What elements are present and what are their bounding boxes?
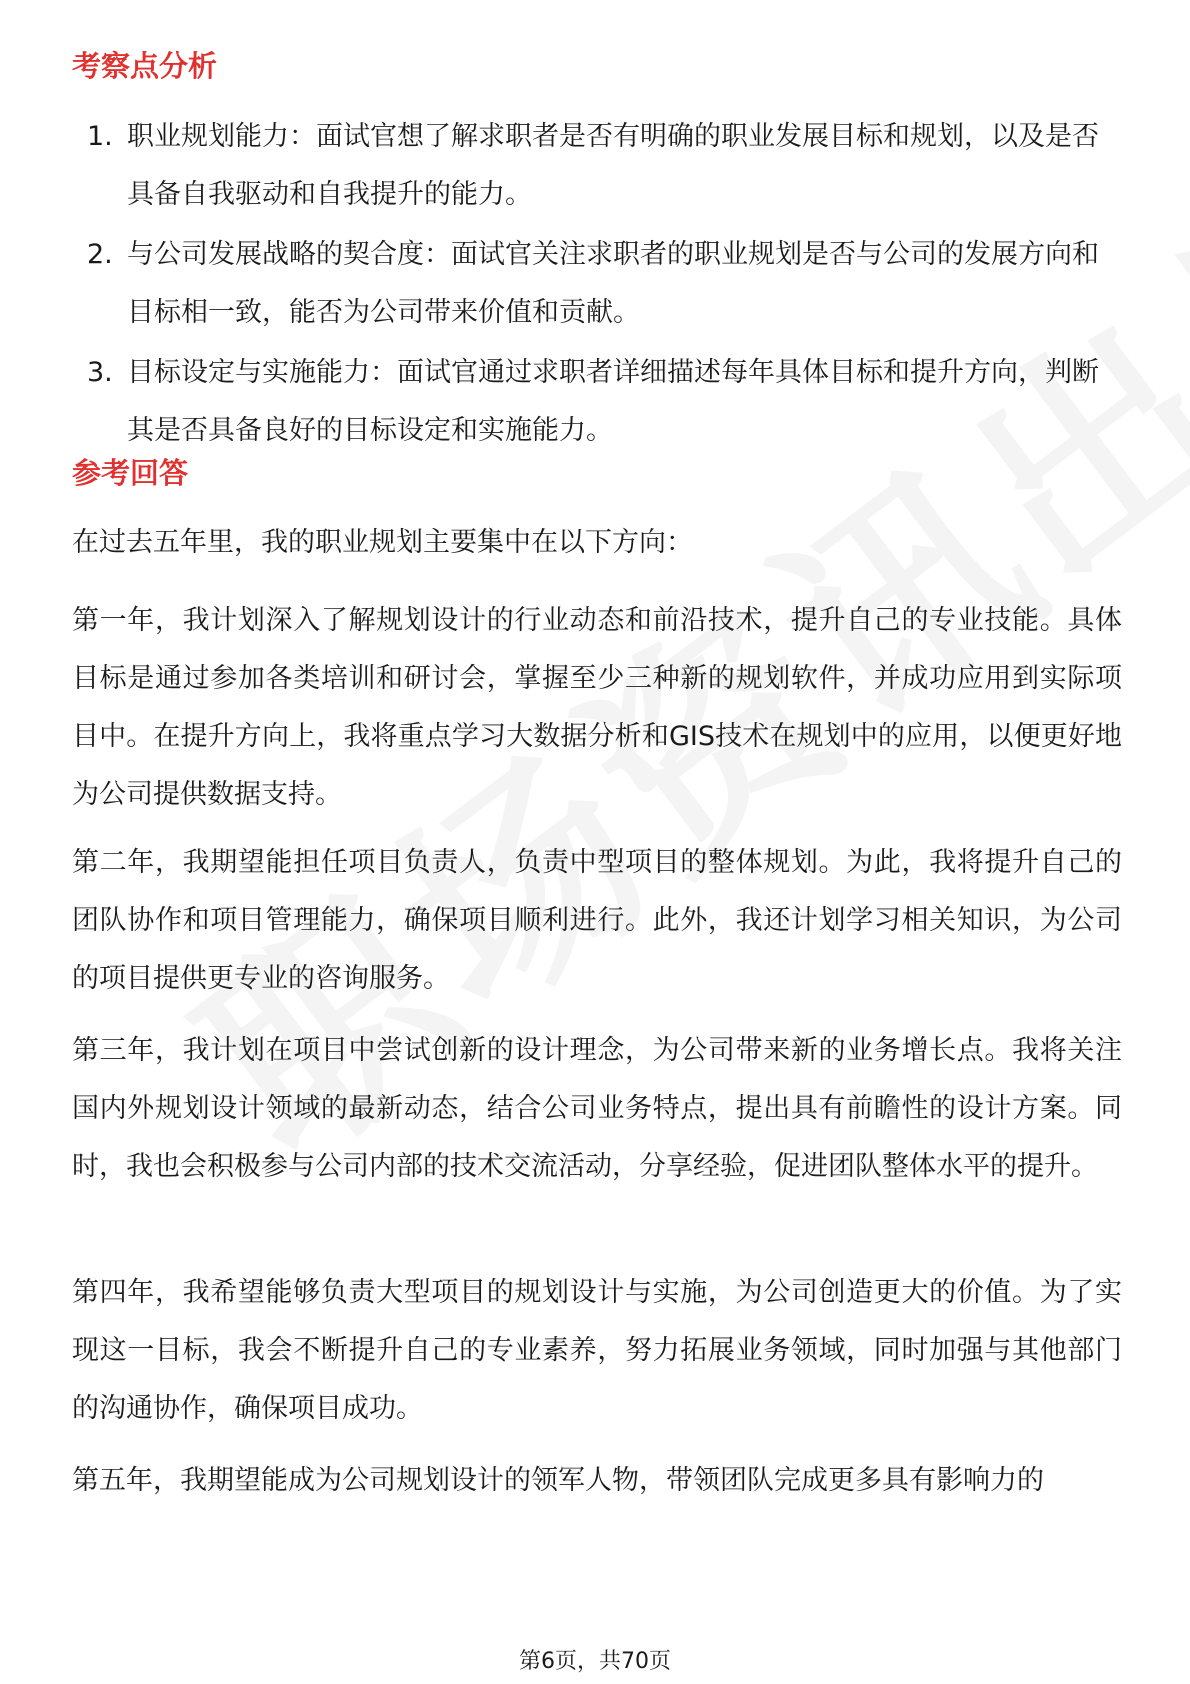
- list-item: [72, 226, 1122, 342]
- answer-paragraph-year3: 第三年，我计划在项目中尝试创新的设计理念，为公司带来新的业务增长点。我将关注国内外规划设计领域的最新动态，结合公司业务特点，提出具有前瞻性的设计方案。同时，我也会积极参与公司内部的技术交流活动，分享经验，促进团队整体水平的提升。: [72, 1035, 1122, 1182]
- list-item: [72, 344, 1122, 460]
- answer-paragraph-year2: 第二年，我期望能担任项目负责人，负责中型项目的整体规划。为此，我将提升自己的团队协作和项目管理能力，确保项目顺利进行。此外，我还计划学习相关知识，为公司的项目提供更专业的咨询服务。: [72, 847, 1122, 994]
- analysis-list: [72, 108, 1122, 462]
- page-number-footer: 第6页，共70页: [519, 1649, 671, 1674]
- answer-paragraph-intro: 在过去五年里，我的职业规划主要集中在以下方向：: [72, 527, 693, 558]
- list-number: 1.: [87, 121, 113, 152]
- list-number: 2.: [87, 239, 113, 270]
- section-title-analysis: 考察点分析: [72, 49, 218, 83]
- list-number: 3.: [87, 357, 113, 388]
- list-item-text: 职业规划能力：面试官想了解求职者是否有明确的职业发展目标和规划，以及是否具备自我驱动和自我提升的能力。: [127, 121, 1099, 210]
- answer-paragraph-year5: 第五年，我期望能成为公司规划设计的领军人物，带领团队完成更多具有影响力的: [72, 1465, 1044, 1496]
- section-title-answer: 参考回答: [72, 456, 189, 490]
- list-item: [72, 108, 1122, 224]
- answer-paragraph-year1: 第一年，我计划深入了解规划设计的行业动态和前沿技术，提升自己的专业技能。具体目标是通过参加各类培训和研讨会，掌握至少三种新的规划软件，并成功应用到实际项目中。在提升方向上，我将重点学习大数据分析和GIS技术在规划中的应用，以便更好地为公司提供数据支持。: [72, 605, 1122, 810]
- list-item-text: 目标设定与实施能力：面试官通过求职者详细描述每年具体目标和提升方向，判断其是否具备良好的目标设定和实施能力。: [127, 357, 1099, 446]
- list-item-text: 与公司发展战略的契合度：面试官关注求职者的职业规划是否与公司的发展方向和目标相一致，能否为公司带来价值和贡献。: [127, 239, 1099, 328]
- answer-paragraph-year4: 第四年，我希望能够负责大型项目的规划设计与实施，为公司创造更大的价值。为了实现这一目标，我会不断提升自己的专业素养，努力拓展业务领域，同时加强与其他部门的沟通协作，确保项目成功。: [72, 1277, 1122, 1424]
